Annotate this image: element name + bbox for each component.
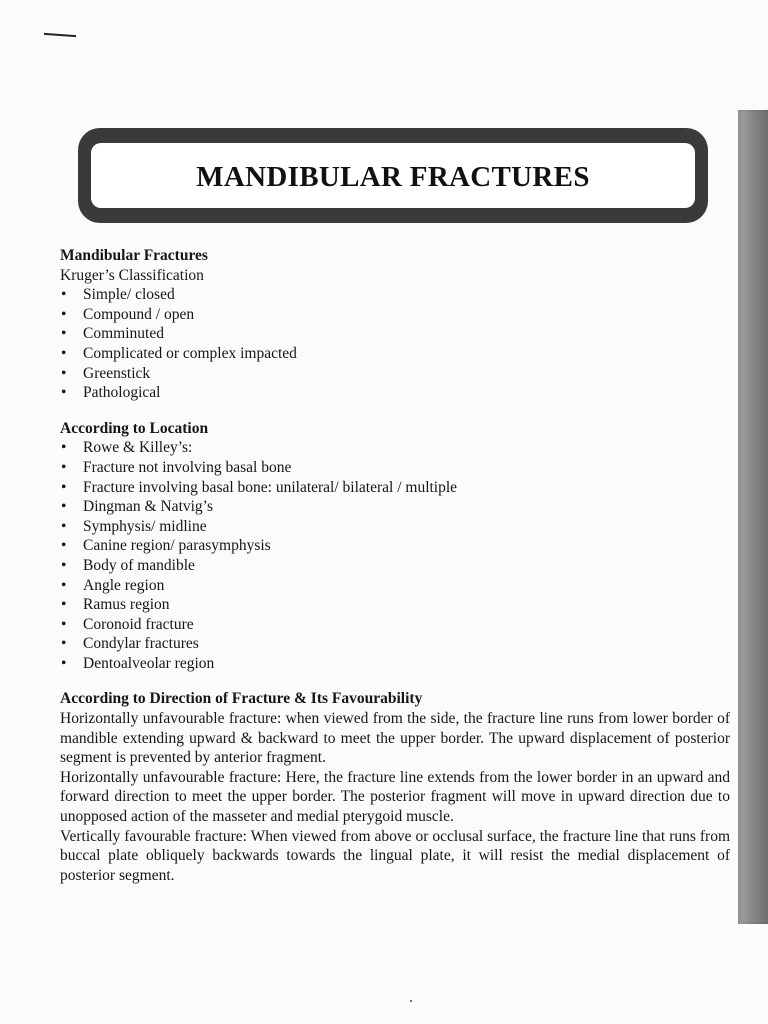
list-item: • Greenstick <box>61 364 151 382</box>
list-item: • Dentoalveolar region <box>61 654 215 672</box>
krugers-classification-label: Kruger’s Classification <box>60 266 204 284</box>
bullet-icon: • <box>61 325 67 343</box>
bullet-icon: • <box>61 596 67 614</box>
bullet-icon: • <box>61 286 67 304</box>
list-item: • Compound / open <box>61 305 195 323</box>
section-heading-mandibular: Mandibular Fractures <box>60 247 208 264</box>
bullet-icon: • <box>61 556 67 574</box>
bullet-icon: • <box>61 439 67 457</box>
bullet-icon: • <box>61 654 67 672</box>
bullet-icon: • <box>61 344 67 362</box>
speck <box>410 1000 412 1002</box>
bullet-icon: • <box>61 615 67 633</box>
paragraph-horizontal-2: Horizontally unfavourable fracture: Here, the fracture line extends from the lower border in an upward and forward direction to meet the upper border. The posterior fragment will move in upward direction due to unopposed action of the masseter and medial pterygoid muscle. <box>60 768 730 826</box>
section-heading-direction: According to Direction of Fracture & Its Favourability <box>60 690 423 708</box>
bullet-icon: • <box>61 498 67 516</box>
list-item: • Complicated or complex impacted <box>61 344 297 362</box>
bullet-icon: • <box>61 576 67 594</box>
list-item: • Condylar fractures <box>61 635 199 653</box>
list-item: • Angle region <box>61 576 165 594</box>
list-item: • Body of mandible <box>61 556 195 574</box>
bullet-icon: • <box>61 537 67 555</box>
bullet-icon: • <box>61 458 67 476</box>
list-item: • Ramus region <box>61 596 170 614</box>
title-banner <box>78 128 708 223</box>
list-item: • Dingman & Natvig’s <box>61 498 214 516</box>
list-item: • Fracture involving basal bone: unilateral/ bilateral / multiple <box>61 478 458 496</box>
page-edge-shadow <box>738 110 768 924</box>
bullet-icon: • <box>61 305 67 323</box>
list-item: • Pathological <box>61 384 161 402</box>
title-banner-inner <box>91 143 695 208</box>
list-item: • Symphysis/ midline <box>61 517 207 535</box>
spacer <box>60 403 730 419</box>
document-body <box>60 246 730 885</box>
list-item: • Simple/ closed <box>61 286 175 304</box>
paragraph-vertical: Vertically favourable fracture: When viewed from above or occlusal surface, the fracture line that runs from buccal plate obliquely backwards towards the lingual plate, it will resist the medial displacement of posterior segment. <box>60 827 730 884</box>
list-item: • Rowe & Killey’s: <box>61 439 193 457</box>
location-list <box>60 438 730 673</box>
list-item: • Comminuted <box>61 325 164 343</box>
bullet-icon: • <box>61 478 67 496</box>
page-title: MANDIBULAR FRACTURES <box>196 161 590 193</box>
list-item: • Canine region/ parasymphysis <box>61 537 271 555</box>
list-item: • Coronoid fracture <box>61 615 194 633</box>
pen-mark <box>44 33 76 37</box>
spacer <box>60 673 730 689</box>
bullet-icon: • <box>61 635 67 653</box>
bullet-icon: • <box>61 384 67 402</box>
section-heading-location: According to Location <box>60 419 209 437</box>
list-item: • Fracture not involving basal bone <box>61 458 292 476</box>
bullet-icon: • <box>61 364 67 382</box>
paragraph-horizontal-1: Horizontally unfavourable fracture: when viewed from the side, the fracture line runs from lower border of mandible extending upward & backward to meet the upper border. The upward displacement of posterior segment is prevented by anterior fragment. <box>60 710 730 767</box>
bullet-icon: • <box>61 517 67 535</box>
krugers-list <box>60 285 730 403</box>
